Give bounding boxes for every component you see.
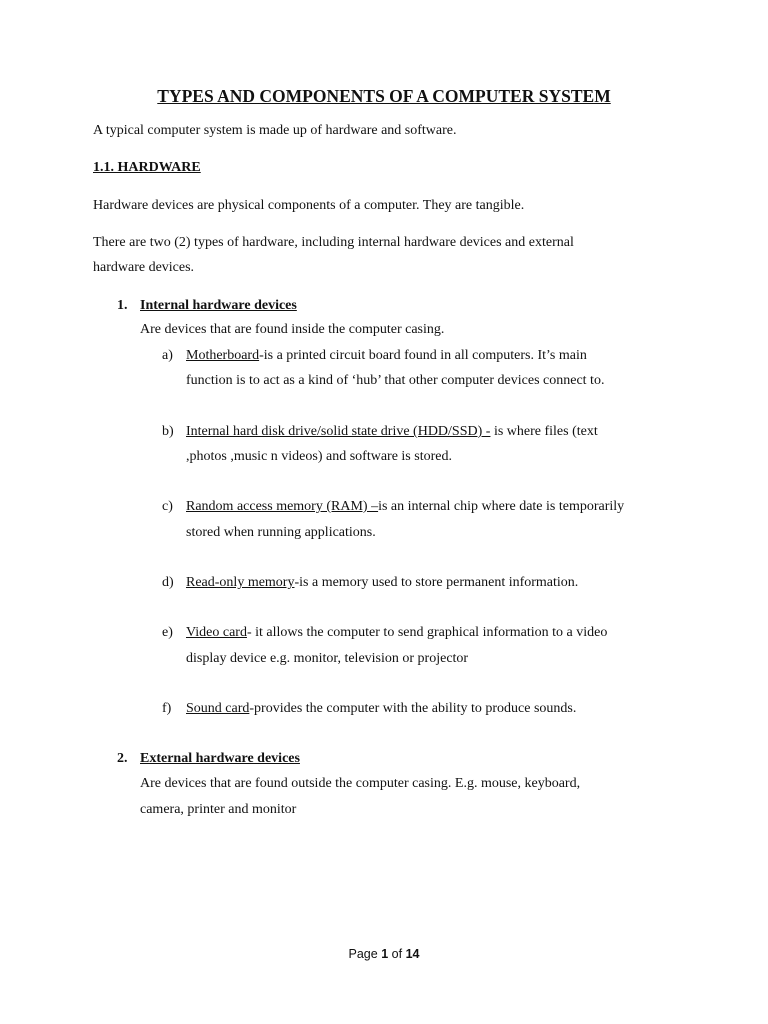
sublist-letter-e: e) [162,625,173,640]
internal-hardware-heading: Internal hardware devices [140,298,297,313]
document-title: TYPES AND COMPONENTS OF A COMPUTER SYSTEM [157,86,611,106]
ram-term: Random access memory (RAM) – [186,499,379,514]
external-hardware-description-line-1: Are devices that are found outside the computer casing. E.g. mouse, keyboard, [140,776,581,791]
motherboard-line-1 [186,348,587,364]
sublist-letter-f: f) [162,701,172,716]
hdd-ssd-term: Internal hard disk drive/solid state drive (HDD/SSD) - [186,424,491,439]
page-current: 1 [381,947,389,961]
motherboard-line-2: function is to act as a kind of ‘hub’ that other computer devices connect to. [186,373,605,388]
of-label: of [391,947,403,961]
hdd-ssd-text: is where files (text [490,424,598,439]
hdd-ssd-line-1 [186,424,598,440]
hdd-ssd-line-2: ,photos ,music n videos) and software is stored. [186,449,452,464]
video-card-text: - it allows the computer to send graphical information to a video [246,625,608,640]
hardware-types-line-2: hardware devices. [93,260,195,275]
sublist-letter-c: c) [162,499,173,514]
ram-line-2: stored when running applications. [186,525,376,540]
video-card-line-1 [186,625,607,641]
motherboard-text: -is a printed circuit board found in all computers. It’s main [259,348,587,363]
hardware-types-line-1: There are two (2) types of hardware, including internal hardware devices and external [93,235,574,250]
page-label: Page [348,947,378,961]
rom-term: Read-only memory [186,575,295,590]
internal-hardware-description: Are devices that are found inside the computer casing. [140,322,445,337]
section-heading-hardware: 1.1. HARDWARE [93,160,201,175]
rom-text: -is a memory used to store permanent information. [294,575,579,590]
ram-text: is an internal chip where date is temporarily [378,499,625,514]
rom-line-1 [186,575,578,591]
sublist-letter-d: d) [162,575,174,590]
hardware-definition-paragraph: Hardware devices are physical components of a computer. They are tangible. [93,198,525,213]
intro-paragraph: A typical computer system is made up of hardware and software. [93,123,457,138]
sound-card-line-1 [186,701,576,717]
page-total: 14 [405,947,420,961]
motherboard-term: Motherboard [186,348,260,363]
sublist-letter-b: b) [162,424,174,439]
external-hardware-description-line-2: camera, printer and monitor [140,802,297,817]
list-number-2: 2. [117,751,128,766]
video-card-term: Video card [186,625,247,640]
list-number-1: 1. [117,298,128,313]
video-card-line-2: display device e.g. monitor, television or projector [186,651,469,666]
external-hardware-heading: External hardware devices [140,751,300,766]
sound-card-term: Sound card [186,701,250,716]
sublist-letter-a: a) [162,348,173,363]
page-footer [0,947,768,961]
ram-line-1 [186,499,624,515]
sound-card-text: -provides the computer with the ability to produce sounds. [249,701,577,716]
